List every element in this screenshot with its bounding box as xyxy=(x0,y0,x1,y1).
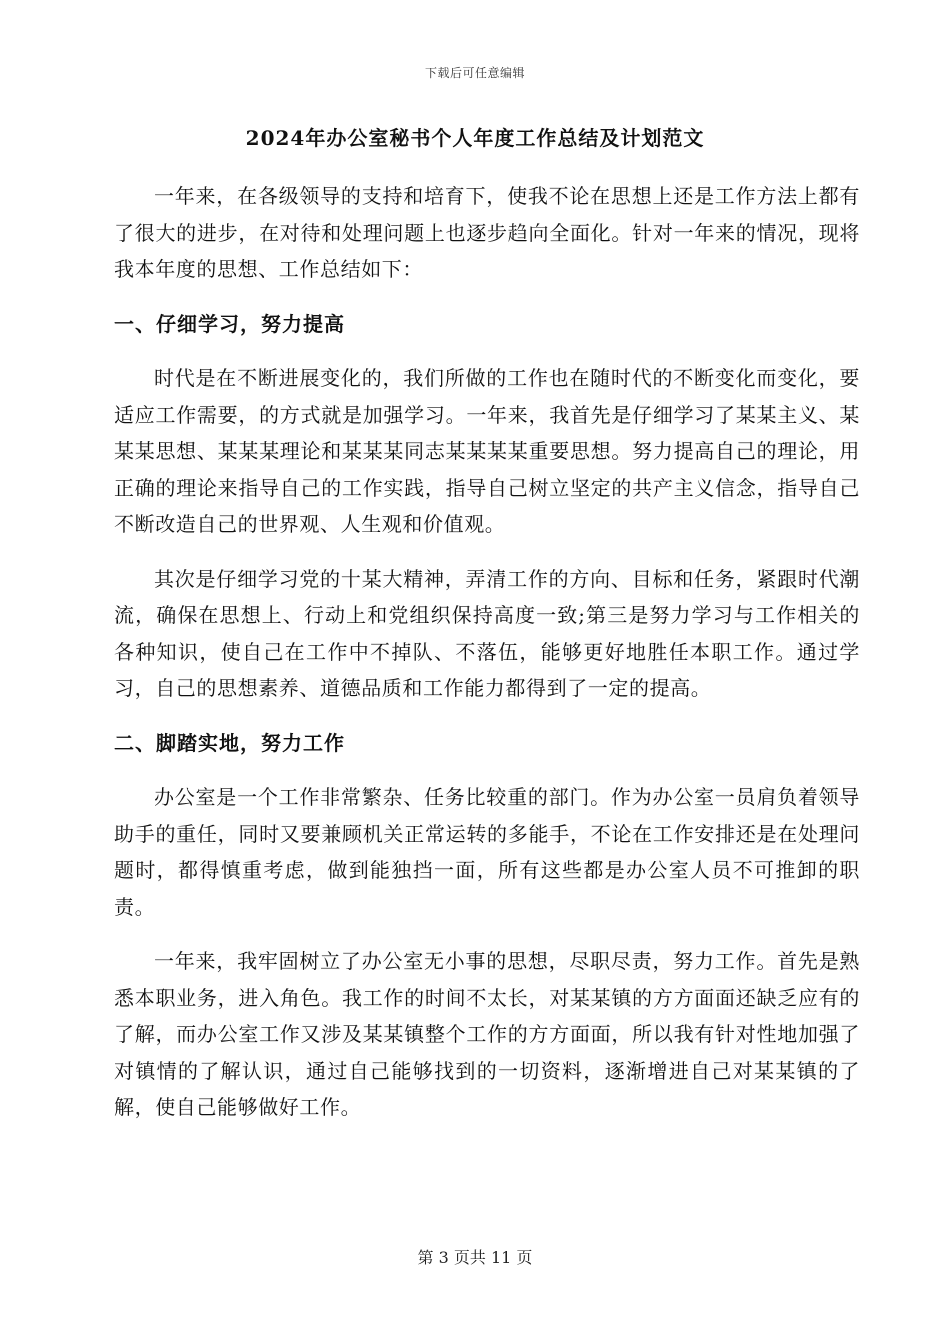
section-heading-2: 二、脚踏实地，努力工作 xyxy=(114,730,345,755)
paragraph-work-2: 一年来，我牢固树立了办公室无小事的思想，尽职尽责，努力工作。首先是熟悉本职业务，进入角色。我工作的时间不太长，对某某镇的方方面面还缺乏应有的了解，而办公室工作又涉及某某镇整个工作的方方面面，所以我有针对性地加强了对镇情的了解认识，通过自己能够找到的一切资料，逐渐增进自己对某某镇的了解，使自己能够做好工作。 xyxy=(114,949,860,1119)
document-title: 2024年办公室秘书个人年度工作总结及计划范文 xyxy=(245,126,705,150)
section-heading-1: 一、仔细学习，努力提高 xyxy=(114,311,345,336)
paragraph-work-1: 办公室是一个工作非常繁杂、任务比较重的部门。作为办公室一员肩负着领导助手的重任，同时又要兼顾机关正常运转的多能手，不论在工作安排还是在处理问题时，都得慎重考虑，做到能独挡一面，所有这些都是办公室人员不可推卸的职责。 xyxy=(114,785,860,919)
paragraph-study-2: 其次是仔细学习党的十某大精神，弄清工作的方向、目标和任务，紧跟时代潮流，确保在思想上、行动上和党组织保持高度一致;第三是努力学习与工作相关的各种知识，使自己在工作中不掉队、不落伍，能够更好地胜任本职工作。通过学习，自己的思想素养、道德品质和工作能力都得到了一定的提高。 xyxy=(114,566,860,700)
paragraph-study-1: 时代是在不断进展变化的，我们所做的工作也在随时代的不断变化而变化，要适应工作需要，的方式就是加强学习。一年来，我首先是仔细学习了某某主义、某某某思想、某某某理论和某某某同志某某某某重要思想。努力提高自己的理论，用正确的理论来指导自己的工作实践，指导自己树立坚定的共产主义信念，指导自己不断改造自己的世界观、人生观和价值观。 xyxy=(114,366,860,536)
document-body xyxy=(114,178,860,1144)
paragraph-intro: 一年来，在各级领导的支持和培育下，使我不论在思想上还是工作方法上都有了很大的进步，在对待和处理问题上也逐步趋向全面化。针对一年来的情况，现将我本年度的思想、工作总结如下： xyxy=(114,184,860,281)
page-number: 第 3 页共 11 页 xyxy=(417,1248,533,1267)
header-note: 下载后可任意编辑 xyxy=(424,66,525,80)
